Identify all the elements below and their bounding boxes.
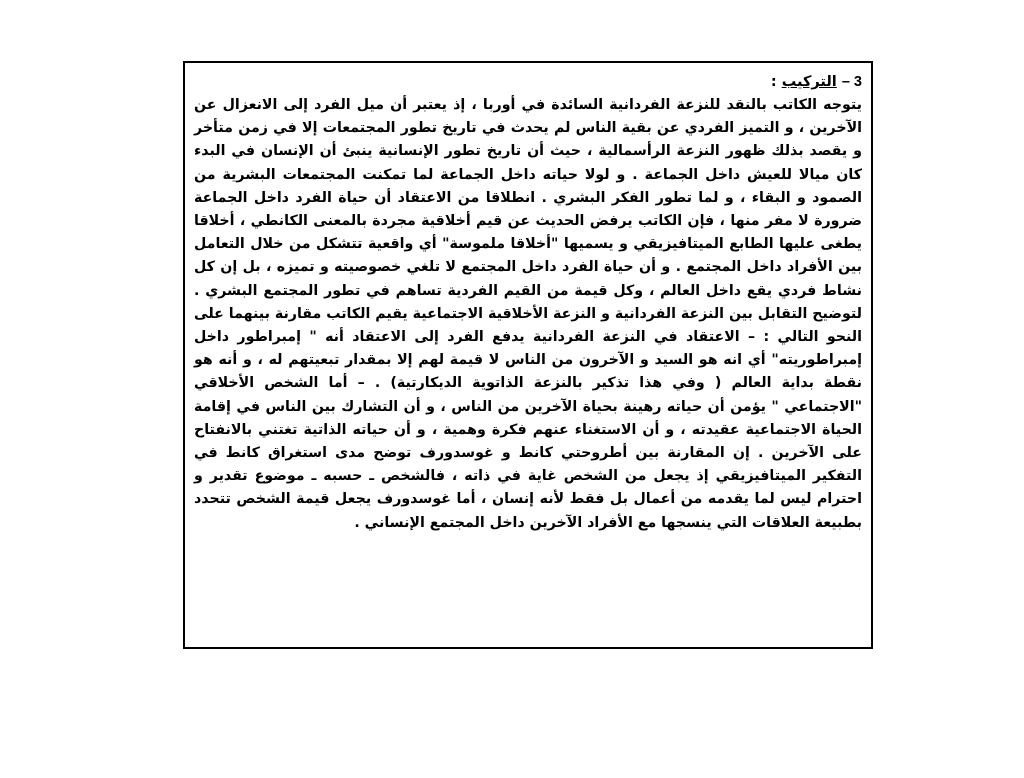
text-frame <box>183 61 873 649</box>
section-colon: : <box>770 74 782 90</box>
section-number: 3 – <box>841 74 862 90</box>
body-paragraph: يتوجه الكاتب بالنقد للنزعة الفردانية السائدة في أوربا ، إذ يعتبر أن ميل الفرد إلى الانعزال عن الآخرين ، و التميز الفردي عن بقية الناس لم يحدث في تاريخ تطور المجتمعات إلا في زمن متأخر و يقصد بذلك ظهور النزعة الرأسمالية ، حيث أن تاريخ تطور الإنسانية ينبئ أن الإنسان في البدء كان ميالا للعيش داخل الجماعة . و لولا حياته داخل الجماعة لما تمكنت المجتمعات البشرية من الصمود و البقاء ، و لما تطور الفكر البشري . انطلاقا من الاعتقاد أن حياة الفرد داخل الجماعة ضرورة لا مفر منها ، فإن الكاتب يرفض الحديث عن قيم أخلاقية مجردة بالمعنى الكانطي ، أخلاقا يطغى عليها الطابع الميتافيزيقي و يسميها "أخلاقا ملموسة" أي واقعية تتشكل من خلال التعامل بين الأفراد داخل المجتمع . و أن حياة الفرد داخل المجتمع لا تلغي خصوصيته و تميزه ، بل إن كل نشاط فردي يقع داخل العالم ، وكل قيمة من القيم الفردية تساهم في تطور المجتمع البشري . لتوضيح التقابل بين النزعة الفردانية و النزعة الأخلاقية الاجتماعية يقيم الكاتب مقارنة بينهما على النحو التالي : – الاعتقاد في النزعة الفردانية يدفع الفرد إلى الاعتقاد أنه " إمبراطور داخل إمبراطوريته" أي انه هو السيد و الآخرون من الناس لا قيمة لهم إلا بمقدار تبعيتهم له ، و أنه هو نقطة بداية العالم ( وفي هذا تذكير بالنزعة الذاتوية الديكارتية) . – أما الشخص الأخلاقي "الاجتماعي " يؤمن أن حياته رهينة بحياة الآخرين من الناس ، و أن التشارك بين الناس في إقامة الحياة الاجتماعية عقيدته ، و أن الاستغناء عنهم فكرة وهمية ، و أن حياته الذاتية تغتني بالانفتاح على الآخرين . إن المقارنة بين أطروحتي كانط و غوسدورف توضح مدى استغراق كانط في التفكير الميتافيزيقي إذ يجعل من الشخص غاية في ذاته ، فالشخص ـ حسبه ـ موضوع تقدير و احترام ليس لما يقدمه من أعمال بل فقط لأنه إنسان ، أما غوسدورف يجعل قيمة الشخص تتحدد بطبيعة العلاقات التي ينسجها مع الأفراد الآخرين داخل المجتمع الإنساني . <box>194 97 862 531</box>
section-title: التركيب <box>781 74 837 90</box>
section-heading <box>194 71 862 94</box>
